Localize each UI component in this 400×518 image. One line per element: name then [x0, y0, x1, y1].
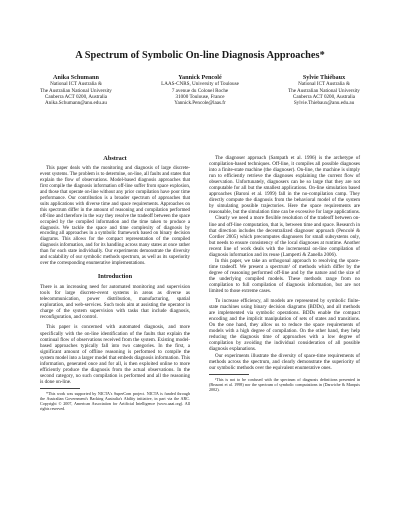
footnote-spectrum: ¹This is not to be confused with the spectrum of diagnosis definitions presented in (Brusoni et al. 1998) nor the spectrum of symbolic computations in (Darwiche & Marquis 2002).: [209, 376, 360, 392]
author-affiliation-line: The Australian National University: [288, 87, 360, 94]
author-affiliation-line: National ICT Australia &: [50, 81, 102, 88]
author-name: Sylvie Thiébaux: [302, 74, 346, 81]
author-name: Yannick Pencolé: [178, 74, 222, 81]
author-1: [16, 74, 136, 106]
footnote-rule: [40, 388, 80, 389]
author-address-line: Canberra ACT 0200, Australia: [44, 93, 108, 100]
body-paragraph: Our experiments illustrate the diversity of space-time requirements of methods across the spectrum, and clearly demonstrate the superiority of our symbolic methods over the equivalent enumerative ones.: [209, 352, 360, 371]
author-block: [16, 74, 384, 106]
author-affiliation-line: The Australian National University: [40, 87, 112, 94]
author-address-line: 7 avenue du Colonel Roche: [171, 87, 229, 94]
author-email: Anika.Schumann@anu.edu.au: [45, 100, 107, 107]
left-column: [40, 155, 190, 411]
introduction-heading: Introduction: [97, 273, 133, 281]
abstract-section: [40, 155, 190, 267]
author-address-line: 31000 Toulouse, France: [175, 93, 225, 100]
abstract-text: This paper deals with the monitoring and diagnosis of large discrete-event systems. The problem is to determine, on-line, all faults and states that explain the flow of observations. Model-based diagnosis approaches that first compile the diagnosis information off-line suffer from space explosion, and those that operate on-line without any prior compilation have poor time performance. Our contribution is a broader spectrum of approaches that suits applications with diverse time and space requirements. Approaches on this spectrum differ in the amount of reasoning and compilation performed off-line and therefore in the way they resolve the tradeoff between the space occupied by the compiled information and the time taken to produce a diagnosis. We tackle the space and time complexity of diagnosis by encoding all approaches in a symbolic framework based on binary decision diagrams. This allows for the compact representation of the compiled diagnosis information, and for its handling across many states at once rather than for each state individually. Our experiments demonstrate the diversity and scalability of our symbolic methods spectrum, as well as its superiority over the corresponding enumerative implementations.: [40, 166, 190, 267]
author-email: Sylvie.Thiebaux@anu.edu.au: [293, 100, 355, 107]
author-affiliation-line: LAAS-CNRS, University of Toulouse: [161, 81, 239, 88]
author-email: Yannick.Pencole@laas.fr: [174, 100, 226, 107]
abstract-heading: Abstract: [103, 155, 127, 162]
footnote-copyright: *This work was supported by NICTA's SuperCom project. NICTA is funded through the Australian Government's Backing Australia's Ability initiative, in part via the ARC. Copyright © 2007, American Association for Artificial Intelligence (www.aaai.org). All rights reserved.: [40, 390, 190, 411]
author-name: Anika Schumann: [53, 74, 99, 81]
intro-paragraph: This paper is concerned with automated diagnosis, and more specifically with the on-line identification of the faults that explain the continual flow of observations received from the system. Existing model-based approaches typically fall into two categories. In the first, a significant amount of offline reasoning is performed to compile the system model into a larger model that embeds diagnosis information. This information, generated once and for all, is then exploited online to more efficiently produce the diagnosis from the actual observations. In the second category, no such compilation is performed and all the reasoning is done on-line.: [40, 324, 190, 385]
paper-title: A Spectrum of Symbolic On-line Diagnosis Approaches*: [75, 50, 325, 61]
intro-paragraph: There is an increasing need for automated monitoring and supervision tools for large discrete-event systems in areas as diverse as telecommunication, power distribution, manufacturing, spatial exploration, and web-services. Such tools aim at assisting the operator in charge of the system supervision with tasks that include diagnosis, reconfiguration, and control.: [40, 284, 190, 321]
footnote-rule: [209, 374, 249, 375]
author-address-line: Canberra ACT 0200, Australia: [292, 93, 356, 100]
author-3: [264, 74, 384, 106]
body-paragraph: In this paper, we take an orthogonal approach to resolving the space-time tradeoff. We present a spectrum¹ of methods which differ by the degree of reasoning performed off-line and by the nature and the size of the underlying compiled models. These methods range from no compilation to full compilation of diagnosis information, but are not limited to those extreme cases.: [209, 257, 360, 295]
body-paragraph: To increase efficiency, all models are represented by symbolic finite-state machines using binary decision diagrams (BDDs), and all methods are implemented via symbolic operations. BDDs enable the compact encoding and the implicit manipulation of sets of states and transitions. On the one hand, they allow us to reduce the space requirements of models with a high degree of compilation. On the other hand, they help reducing the diagnosis time of approaches with a low degree of compilation by avoiding the individual consideration of all possible diagnosis explanations.: [209, 298, 360, 353]
body-paragraph: Clearly we need a more flexible resolution of the tradeoff between on-line and off-line computation, that is, between time and space. Research in that direction includes the decentralized diagnoser approach (Pencolé & Cordier 2005) which precomputes diagnosers for small subsystems only, but needs to ensure consistency of the local diagnoses at runtime. Another recent line of work deals with the incremental on-line compilation of diagnosis information and its reuse (Lamperti & Zanella 2006).: [209, 215, 360, 258]
body-paragraph: The diagnoser approach (Sampath et al. 1996) is the archetype of compilation-based techniques. Off-line, it compiles all possible diagnoses into a finite-state machine (the diagnoser). On-line, the machine is simply run to efficiently retrieve the diagnoses explaining the current flow of observation. Unfortunately, diagnosers can be so large that they are not computable for all but the smallest applications. On-line simulation based approaches (Baroni et al. 1999) fall in the no-compilation camp. They directly compute the diagnosis from the behavioral model of the system by simulating possible trajectories. Here the space requirements are reasonable, but the simulation time can be excessive for large applications.: [209, 155, 360, 216]
author-2: [140, 74, 260, 106]
right-column: [209, 155, 360, 392]
author-affiliation-line: National ICT Australia &: [298, 81, 350, 88]
